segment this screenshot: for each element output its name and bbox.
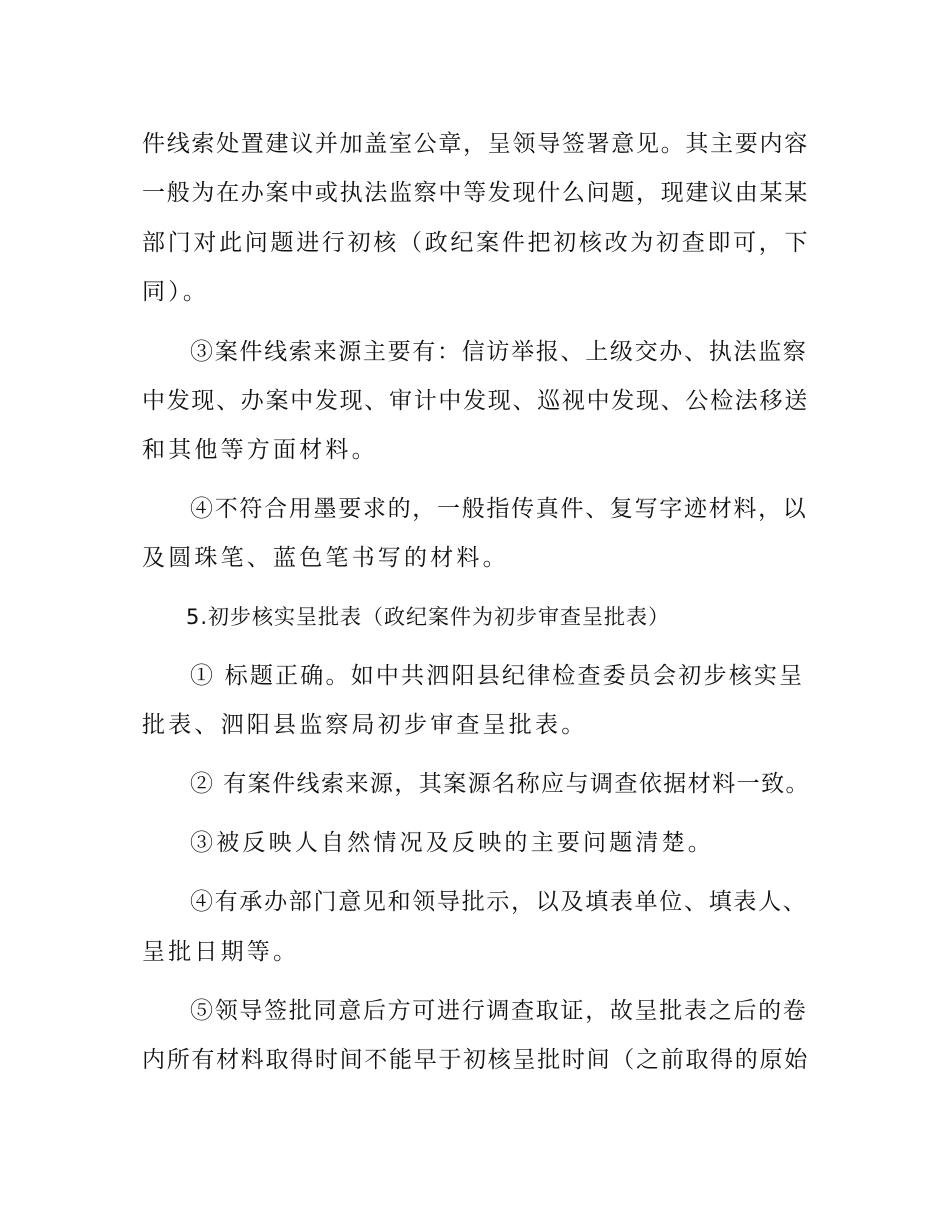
list-item-line: 批表、泗阳县监察局初步审查呈批表。 (142, 712, 588, 738)
list-item-line: 内所有材料取得时间不能早于初核呈批时间（之前取得的原始 (142, 1047, 809, 1073)
list-item-line: ③案件线索来源主要有：信访举报、上级交办、执法监察 (190, 339, 808, 365)
list-item-line: 及圆珠笔、蓝色笔书写的材料。 (142, 545, 509, 571)
paragraph-line: 一般为在办案中或执法监察中等发现什么问题，现建议由某某 (142, 180, 809, 206)
list-item-line: ④不符合用墨要求的，一般指传真件、复写字迹材料，以 (190, 496, 808, 522)
list-item-line: ⑤领导签批同意后方可进行调查取证，故呈批表之后的卷 (190, 998, 808, 1024)
list-item-line: 中发现、办案中发现、审计中发现、巡视中发现、公检法移送 (142, 388, 809, 414)
list-item-line: 和其他等方面材料。 (142, 437, 378, 463)
list-item-line: ② 有案件线索来源，其案源名称应与调查依据材料一致。 (190, 771, 811, 797)
section-heading: 5.初步核实呈批表（政纪案件为初步审查呈批表） (186, 605, 671, 629)
paragraph-line: 同）。 (142, 279, 210, 305)
list-item-line: 呈批日期等。 (142, 939, 300, 965)
list-item-line: ③被反映人自然情况及反映的主要问题清楚。 (190, 830, 714, 856)
list-item-line: ① 标题正确。如中共泗阳县纪律检查委员会初步核实呈 (190, 663, 805, 689)
paragraph-line: 部门对此问题进行初核（政纪案件把初核改为初查即可，下 (142, 230, 811, 256)
paragraph-line: 件线索处置建议并加盖室公章，呈领导签署意见。其主要内容 (142, 131, 809, 157)
list-item-line: ④有承办部门意见和领导批示，以及填表单位、填表人、 (190, 889, 808, 915)
